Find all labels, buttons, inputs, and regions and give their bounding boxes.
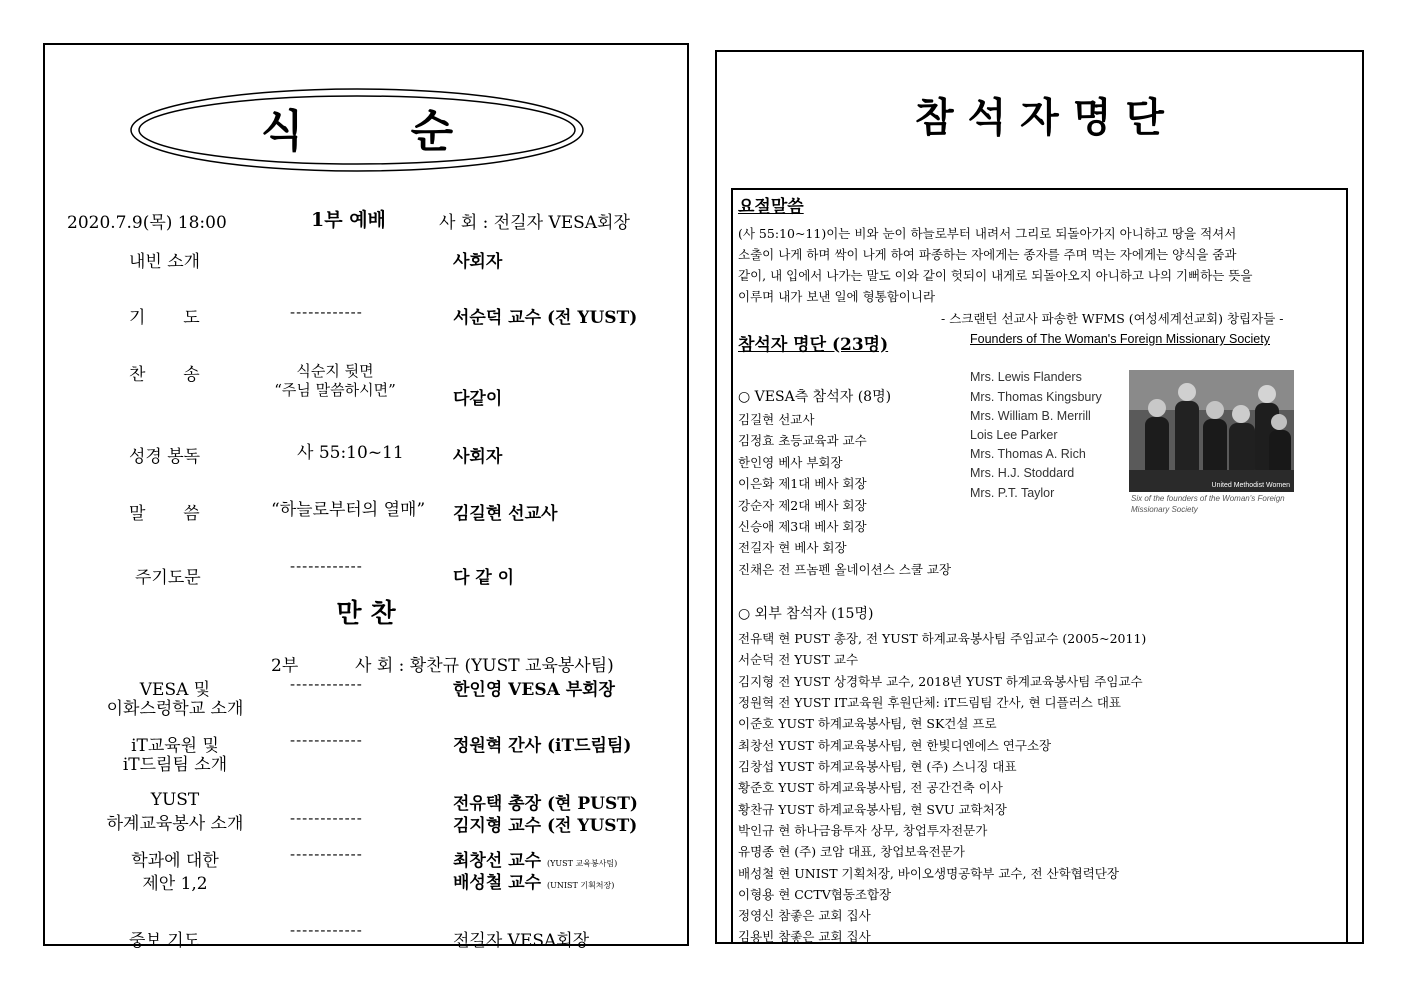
attendee-vesa: 신승애 제3대 베사 회장 (738, 519, 867, 534)
attendee-external: 이준호 YUST 하계교육봉사팀, 현 SK건설 프로 (738, 716, 997, 731)
attendee-external: 황찬규 YUST 하계교육봉사팀, 현 SVU 교학처장 (738, 802, 1007, 817)
verse-credit: - 스크랜턴 선교사 파송한 WFMS (여성세계선교회) 창립자들 - (941, 311, 1284, 326)
order-dash: ------------ (290, 921, 363, 939)
part2-host: 사 회 : 황찬규 (YUST 교육봉사팀) (355, 656, 614, 676)
verse-line: 이루며 내가 보낸 일에 형통함이니라 (738, 289, 936, 304)
order-value: 김길현 선교사 (453, 504, 558, 524)
founder-name: Mrs. H.J. Stoddard (970, 466, 1075, 480)
verse-line: 같이, 내 입에서 나가는 말도 이와 같이 헛되이 내게로 되돌아오지 아니하고 나의 기뻐하는 뜻을 (738, 268, 1253, 283)
order-label: 찬 송 (129, 365, 200, 385)
order-label: 학과에 대한 (131, 851, 219, 871)
attendee-external: 황준호 YUST 하계교육봉사팀, 전 공간건축 이사 (738, 780, 1003, 795)
order-dash: ------------ (290, 557, 363, 575)
attendee-external: 김지형 전 YUST 상경학부 교수, 2018년 YUST 하계교육봉사팀 주임교수 (738, 674, 1143, 689)
program-title: 식 순 (260, 106, 454, 157)
attendees-heading: 참석자 명단 (23명) (738, 335, 889, 355)
speaker-note: (YUST 교육봉사팀) (546, 859, 618, 868)
order-label-2: 제안 1,2 (142, 874, 208, 894)
founder-name: Lois Lee Parker (970, 428, 1058, 442)
attendee-external: 박인규 현 하나금융투자 상무, 창업투자전문가 (738, 823, 988, 838)
attendee-external: 서순덕 전 YUST 교수 (738, 652, 859, 667)
attendees-panel (715, 50, 1364, 944)
photo-label: United Methodist Women (1211, 482, 1290, 489)
order-dash: ------------ (290, 303, 363, 321)
part1-title: 1부 예배 (311, 209, 386, 231)
order-label-2: iT드림팀 소개 (122, 755, 228, 775)
attendee-vesa: 강순자 제2대 베사 회장 (738, 498, 867, 513)
order-value: 한인영 VESA 부회장 (453, 680, 615, 700)
speaker-name: 배성철 교수 (453, 873, 542, 893)
verse-line: (사 55:10~11)이는 비와 눈이 하늘로부터 내려서 그리로 되돌아가지 아니하고 땅을 적셔서 (738, 226, 1237, 241)
order-label: VESA 및 (139, 680, 211, 700)
order-value-2: 김지형 교수 (전 YUST) (453, 816, 638, 836)
order-dash: ------------ (290, 809, 363, 827)
founder-name: Mrs. William B. Merrill (970, 409, 1091, 423)
hymn-source: 식순지 뒷면 (296, 362, 374, 380)
founders-photo (1129, 370, 1294, 492)
attendee-vesa: 이은화 제1대 베사 회장 (738, 476, 867, 491)
order-dash: ------------ (290, 675, 363, 693)
order-label: 중보 기도 (129, 931, 201, 951)
order-value: 전유택 총장 (현 PUST) (453, 794, 638, 814)
order-label: 내빈 소개 (129, 252, 201, 272)
scripture-ref: 사 55:10~11 (297, 443, 404, 463)
program-panel (43, 43, 689, 951)
program-datetime: 2020.7.9(목) 18:00 (67, 213, 227, 233)
order-label: 성경 봉독 (129, 447, 201, 467)
dinner-section-title: 만 찬 (336, 599, 396, 629)
hymn-title: “주님 말씀하시면” (274, 381, 396, 399)
order-value-2 (453, 868, 614, 893)
photo-caption: Six of the founders of the Woman's Foreign (1131, 494, 1285, 503)
attendee-external: 정영신 참좋은 교회 집사 (738, 908, 871, 923)
order-label: 기 도 (129, 308, 200, 328)
attendee-external: 전유택 현 PUST 총장, 전 YUST 하계교육봉사팀 주임교수 (2005~2011) (738, 631, 1147, 646)
order-value: 다 같 이 (453, 568, 515, 588)
verse-line: 소출이 나게 하며 싹이 나게 하여 파종하는 자에게는 종자를 주며 먹는 자에게는 양식을 줌과 (738, 247, 1237, 262)
attendees-box (731, 188, 1348, 944)
order-label: iT교육원 및 (131, 736, 219, 756)
part1-host: 사 회 : 전길자 VESA회장 (439, 213, 630, 233)
founders-title: Founders of The Woman's Foreign Missionary Society (970, 332, 1270, 346)
attendee-external: 김창섭 YUST 하계교육봉사팀, 현 (주) 스니징 대표 (738, 759, 1017, 774)
photo-caption-2: Missionary Society (1131, 505, 1198, 514)
order-label-2: 하계교육봉사 소개 (106, 814, 244, 834)
sermon-title: “하늘로부터의 열매” (271, 500, 426, 520)
attendee-external: 최창선 YUST 하계교육봉사팀, 현 한빛디엔에스 연구소장 (738, 738, 1052, 753)
attendee-external: 정원혁 전 YUST IT교육원 후원단체: iT드림팀 간사, 현 디플러스 대표 (738, 695, 1121, 710)
attendee-external: 배성철 현 UNIST 기획처장, 바이오생명공학부 교수, 전 산학협력단장 (738, 866, 1119, 881)
external-heading: ○ 외부 참석자 (15명) (738, 606, 874, 622)
speaker-note: (UNIST 기획처장) (546, 881, 615, 890)
order-dash: ------------ (290, 845, 363, 863)
attendee-external: 이형용 현 CCTV협동조합장 (738, 887, 892, 902)
speaker-name: 최창선 교수 (453, 851, 542, 871)
founders-photo-figures (1129, 370, 1294, 492)
attendee-external: 김용빈 참좋은 교회 집사 (738, 929, 871, 944)
order-value: 사회자 (453, 252, 503, 272)
order-value: 서순덕 교수 (전 YUST) (453, 308, 638, 328)
founder-name: Mrs. Thomas Kingsbury (970, 390, 1102, 404)
attendee-vesa: 한인영 베사 부회장 (738, 455, 843, 470)
order-label-2: 이화스렁학교 소개 (106, 699, 244, 719)
attendee-vesa: 전길자 현 베사 회장 (738, 540, 847, 555)
order-value: 다같이 (453, 389, 503, 409)
attendees-title: 참 석 자 명 단 (915, 94, 1164, 141)
founder-name: Mrs. Thomas A. Rich (970, 447, 1086, 461)
attendee-vesa: 김길현 선교사 (738, 412, 815, 427)
part2-title: 2부 (271, 656, 299, 676)
verse-heading: 요절말씀 (738, 197, 804, 217)
order-value: 사회자 (453, 447, 503, 467)
founder-name: Mrs. Lewis Flanders (970, 370, 1082, 384)
order-label: 말 씀 (129, 504, 200, 524)
founder-name: Mrs. P.T. Taylor (970, 486, 1055, 500)
order-value: 정원혁 간사 (iT드림팀) (453, 736, 632, 756)
order-value: 전길자 VESA회장 (453, 931, 590, 951)
attendee-vesa: 김정효 초등교육과 교수 (738, 433, 867, 448)
attendee-external: 유명종 현 (주) 코암 대표, 창업보육전문가 (738, 844, 965, 859)
order-dash: ------------ (290, 731, 363, 749)
order-label: 주기도문 (135, 568, 201, 588)
attendee-vesa: 진채은 전 프놈펜 올네이션스 스쿨 교장 (738, 562, 952, 577)
order-label: YUST (150, 790, 200, 810)
vesa-heading: ○ VESA측 참석자 (8명) (738, 389, 892, 405)
